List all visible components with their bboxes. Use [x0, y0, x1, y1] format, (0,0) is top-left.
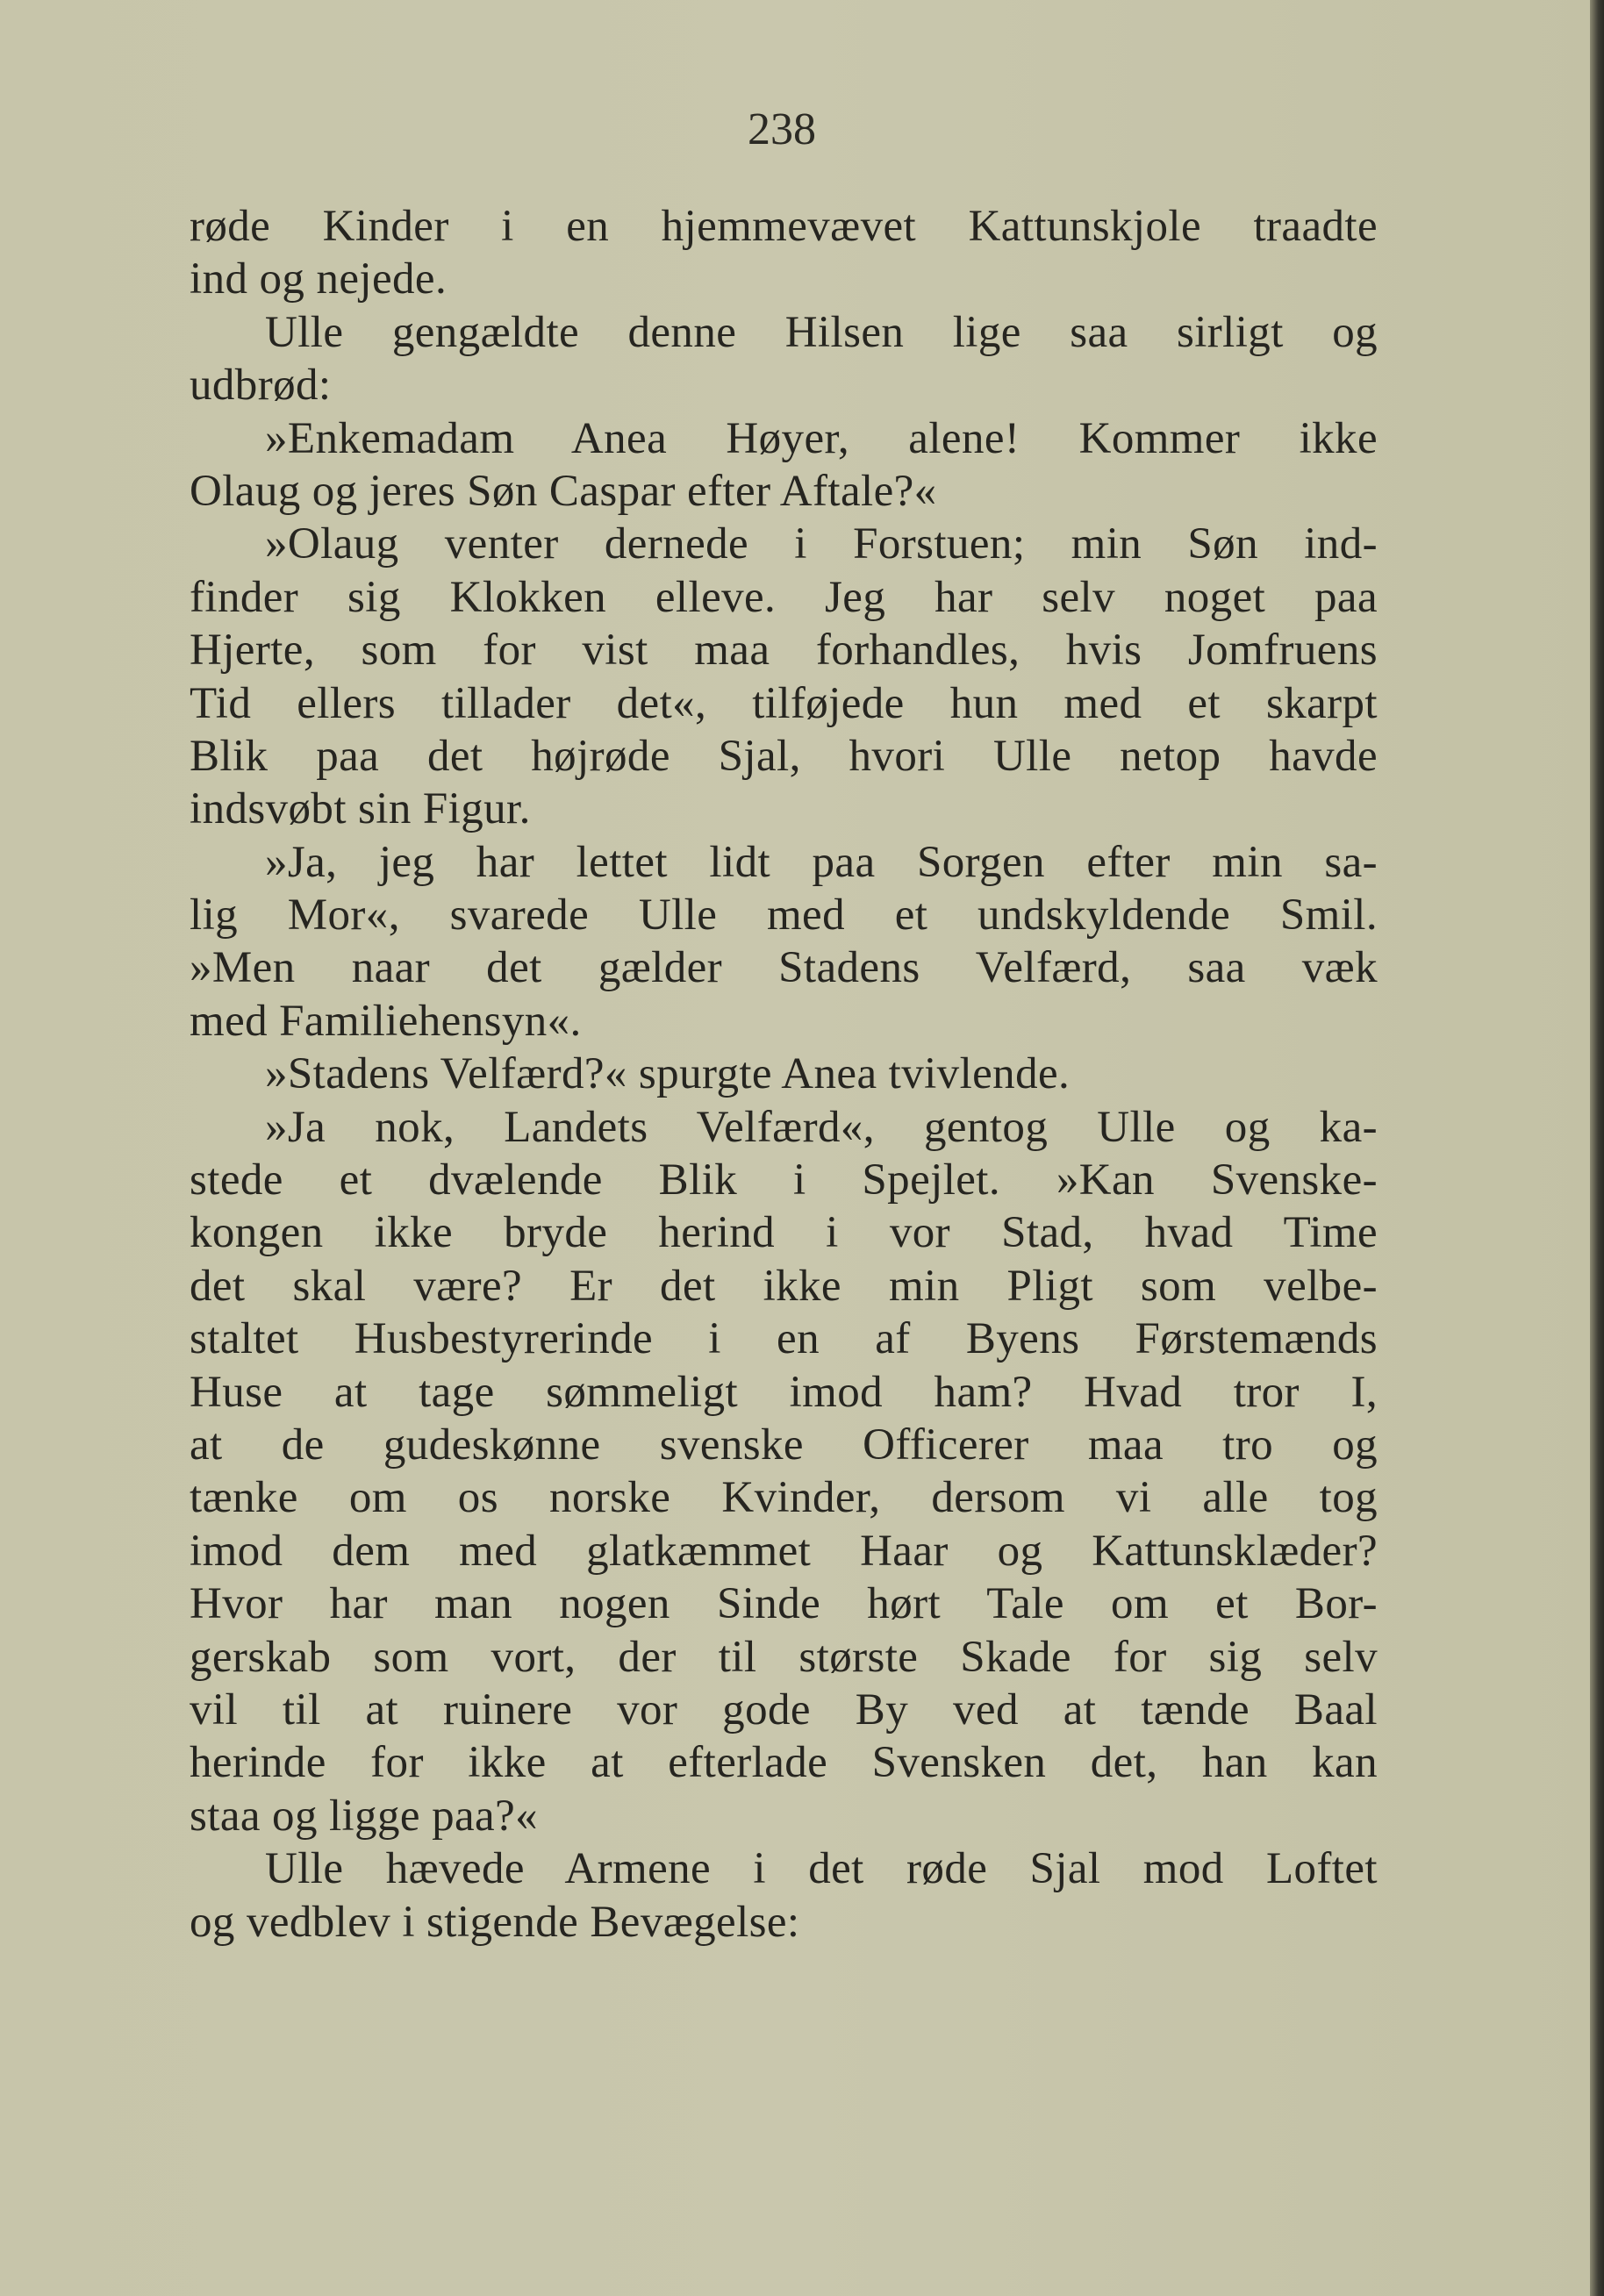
text-line: herinde for ikke at efterlade Svensken det, han kan — [190, 1738, 1378, 1788]
text-line: med Familiehensyn«. — [190, 996, 582, 1046]
text-line: ind og nejede. — [190, 254, 448, 304]
text-line: vil til at ruinere vor gode By ved at tænde Baal — [190, 1684, 1378, 1735]
text-line: Ulle hævede Armene i det røde Sjal mod Loftet — [265, 1844, 1378, 1894]
text-line: og vedblev i stigende Bevægelse: — [190, 1897, 800, 1947]
body-text — [190, 200, 1378, 1949]
text-line: det skal være? Er det ikke min Pligt som velbe- — [190, 1261, 1378, 1311]
text-line: Tid ellers tillader det«, tilføjede hun med et skarpt — [190, 678, 1378, 728]
text-line: lig Mor«, svarede Ulle med et undskyldende Smil. — [190, 891, 1378, 941]
text-line: Blik paa det højrøde Sjal, hvori Ulle netop havde — [190, 731, 1378, 781]
text-line: »Ja, jeg har lettet lidt paa Sorgen efter min sa- — [265, 837, 1378, 887]
text-line: staltet Husbestyrerinde i en af Byens Førstemænds — [190, 1314, 1378, 1364]
text-line: stede et dvælende Blik i Spejlet. »Kan Svenske- — [190, 1155, 1378, 1205]
text-line: gerskab som vort, der til største Skade for sig selv — [190, 1632, 1378, 1682]
text-line: finder sig Klokken elleve. Jeg har selv noget paa — [190, 572, 1378, 622]
text-line: staa og ligge paa?« — [190, 1791, 539, 1841]
text-line: »Men naar det gælder Stadens Velfærd, saa væk — [190, 943, 1378, 993]
text-line: Ulle gengældte denne Hilsen lige saa sirligt og — [265, 307, 1378, 357]
text-line: kongen ikke bryde herind i vor Stad, hvad Time — [190, 1208, 1378, 1258]
page-number: 238 — [748, 104, 816, 154]
text-line: »Enkemadam Anea Høyer, alene! Kommer ikke — [265, 413, 1378, 463]
text-line: at de gudeskønne svenske Officerer maa tro og — [190, 1420, 1378, 1470]
text-line: Olaug og jeres Søn Caspar efter Aftale?« — [190, 466, 937, 516]
text-line: Hjerte, som for vist maa forhandles, hvis Jomfruens — [190, 626, 1378, 676]
text-line: imod dem med glatkæmmet Haar og Kattunsklæder? — [190, 1526, 1378, 1576]
text-line: »Olaug venter dernede i Forstuen; min Søn ind- — [265, 519, 1378, 569]
text-line: tænke om os norske Kvinder, dersom vi alle tog — [190, 1473, 1378, 1523]
text-line: udbrød: — [190, 361, 332, 411]
page-binding-edge — [1590, 0, 1604, 2296]
text-line: Huse at tage sømmeligt imod ham? Hvad tror I, — [190, 1367, 1378, 1417]
text-line: røde Kinder i en hjemmevævet Kattunskjole traadte — [190, 202, 1378, 251]
text-line: Hvor har man nogen Sinde hørt Tale om et Bor- — [190, 1579, 1378, 1629]
text-line: »Stadens Velfærd?« spurgte Anea tvivlende. — [265, 1049, 1071, 1099]
text-line: »Ja nok, Landets Velfærd«, gentog Ulle og ka- — [265, 1102, 1378, 1152]
text-line: indsvøbt sin Figur. — [190, 784, 531, 834]
